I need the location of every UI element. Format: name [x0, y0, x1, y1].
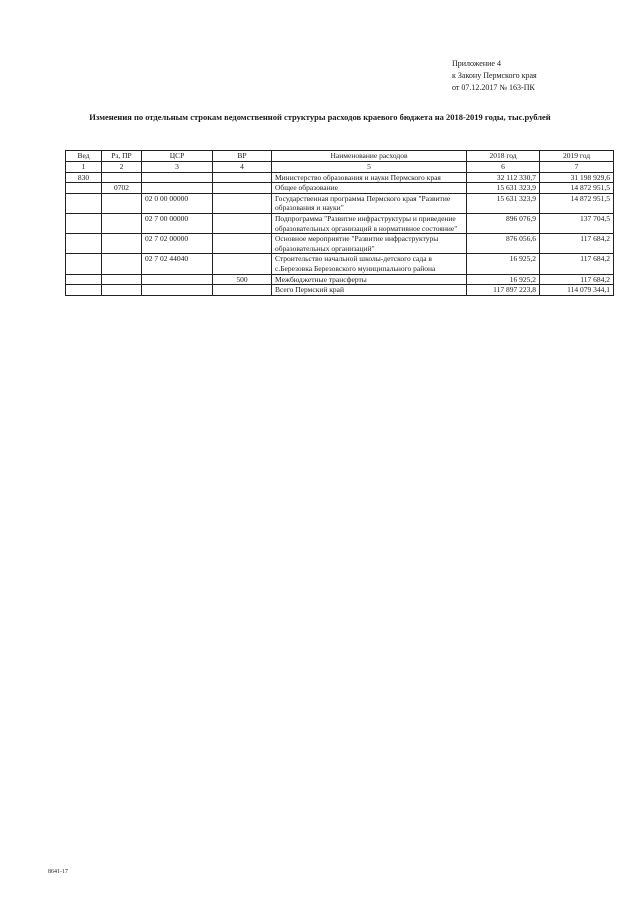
header-csr: ЦСР	[142, 151, 213, 162]
cell-name: Межбюджетные трансферты	[272, 274, 467, 285]
budget-table	[65, 150, 614, 296]
cell-name: Министерство образования и науки Пермского края	[272, 172, 467, 183]
column-number: 3	[142, 162, 213, 173]
column-number: 4	[213, 162, 272, 173]
cell-ved: 830	[66, 172, 102, 183]
cell-2019: 117 684,2	[540, 234, 614, 254]
cell-csr: 02 0 00 00000	[142, 193, 213, 213]
table-row	[66, 183, 614, 194]
document-title: Изменения по отдельным строкам ведомственной структуры расходов краевого бюджета на 2018-2019 годы, тыс.рублей	[89, 112, 551, 122]
cell-ved	[66, 193, 102, 213]
table-row	[66, 234, 614, 254]
column-number-row	[66, 162, 614, 173]
attachment-line-2: к Закону Пермского края	[452, 71, 537, 80]
table-row	[66, 213, 614, 233]
header-2018: 2018 год	[467, 151, 540, 162]
cell-2018: 32 112 330,7	[467, 172, 540, 183]
cell-vr	[213, 254, 272, 274]
cell-2019: 14 872 951,5	[540, 183, 614, 194]
table-row	[66, 193, 614, 213]
header-ved: Вед	[66, 151, 102, 162]
cell-csr	[142, 274, 213, 285]
header-2019: 2019 год	[540, 151, 614, 162]
cell-2019: 31 198 929,6	[540, 172, 614, 183]
cell-2019: 114 079 344,1	[540, 285, 614, 296]
cell-vr	[213, 285, 272, 296]
column-number: 6	[467, 162, 540, 173]
cell-rz-pr	[102, 254, 142, 274]
cell-name: Строительство начальной школы-детского сада в с.Березовка Березовского муниципального района	[272, 254, 467, 274]
cell-rz-pr	[102, 172, 142, 183]
cell-vr	[213, 183, 272, 194]
attachment-line-3: от 07.12.2017 № 163-ПК	[452, 83, 535, 92]
document-code: 8641-17	[48, 869, 68, 875]
column-number: 5	[272, 162, 467, 173]
cell-rz-pr	[102, 285, 142, 296]
cell-2018: 16 925,2	[467, 274, 540, 285]
cell-2018: 15 631 323,9	[467, 193, 540, 213]
cell-vr: 500	[213, 274, 272, 285]
attachment-note	[452, 58, 537, 94]
cell-ved	[66, 274, 102, 285]
cell-2019: 117 684,2	[540, 274, 614, 285]
cell-csr: 02 7 02 00000	[142, 234, 213, 254]
attachment-line-1: Приложение 4	[452, 59, 501, 68]
cell-ved	[66, 183, 102, 194]
cell-ved	[66, 213, 102, 233]
cell-rz-pr	[102, 193, 142, 213]
cell-vr	[213, 213, 272, 233]
cell-csr	[142, 285, 213, 296]
cell-2019: 14 872 951,5	[540, 193, 614, 213]
column-number: 1	[66, 162, 102, 173]
cell-2019: 117 684,2	[540, 254, 614, 274]
column-number: 2	[102, 162, 142, 173]
cell-2018: 876 056,6	[467, 234, 540, 254]
cell-name: Всего Пермский край	[272, 285, 467, 296]
cell-2018: 896 076,9	[467, 213, 540, 233]
column-number: 7	[540, 162, 614, 173]
cell-ved	[66, 234, 102, 254]
table-row	[66, 254, 614, 274]
cell-vr	[213, 172, 272, 183]
cell-vr	[213, 234, 272, 254]
cell-csr: 02 7 00 00000	[142, 213, 213, 233]
table-row	[66, 274, 614, 285]
cell-2018: 16 925,2	[467, 254, 540, 274]
header-name: Наименование расходов	[272, 151, 467, 162]
cell-2018: 15 631 323,9	[467, 183, 540, 194]
cell-name: Общее образование	[272, 183, 467, 194]
cell-name: Подпрограмма "Развитие инфраструктуры и приведение образовательных организаций в нормативное состояние"	[272, 213, 467, 233]
cell-rz-pr	[102, 274, 142, 285]
table-total-row	[66, 285, 614, 296]
cell-name: Государственная программа Пермского края "Развитие образования и науки"	[272, 193, 467, 213]
header-vr: ВР	[213, 151, 272, 162]
cell-rz-pr	[102, 213, 142, 233]
cell-2019: 137 704,5	[540, 213, 614, 233]
cell-csr	[142, 183, 213, 194]
cell-2018: 117 897 223,8	[467, 285, 540, 296]
cell-csr: 02 7 02 44040	[142, 254, 213, 274]
cell-vr	[213, 193, 272, 213]
cell-rz-pr: 0702	[102, 183, 142, 194]
cell-rz-pr	[102, 234, 142, 254]
cell-ved	[66, 254, 102, 274]
cell-ved	[66, 285, 102, 296]
cell-csr	[142, 172, 213, 183]
table-row	[66, 172, 614, 183]
header-rz-pr: Рз, ПР	[102, 151, 142, 162]
table-header-row	[66, 151, 614, 162]
cell-name: Основное мероприятие "Развитие инфраструктуры образовательных организаций"	[272, 234, 467, 254]
